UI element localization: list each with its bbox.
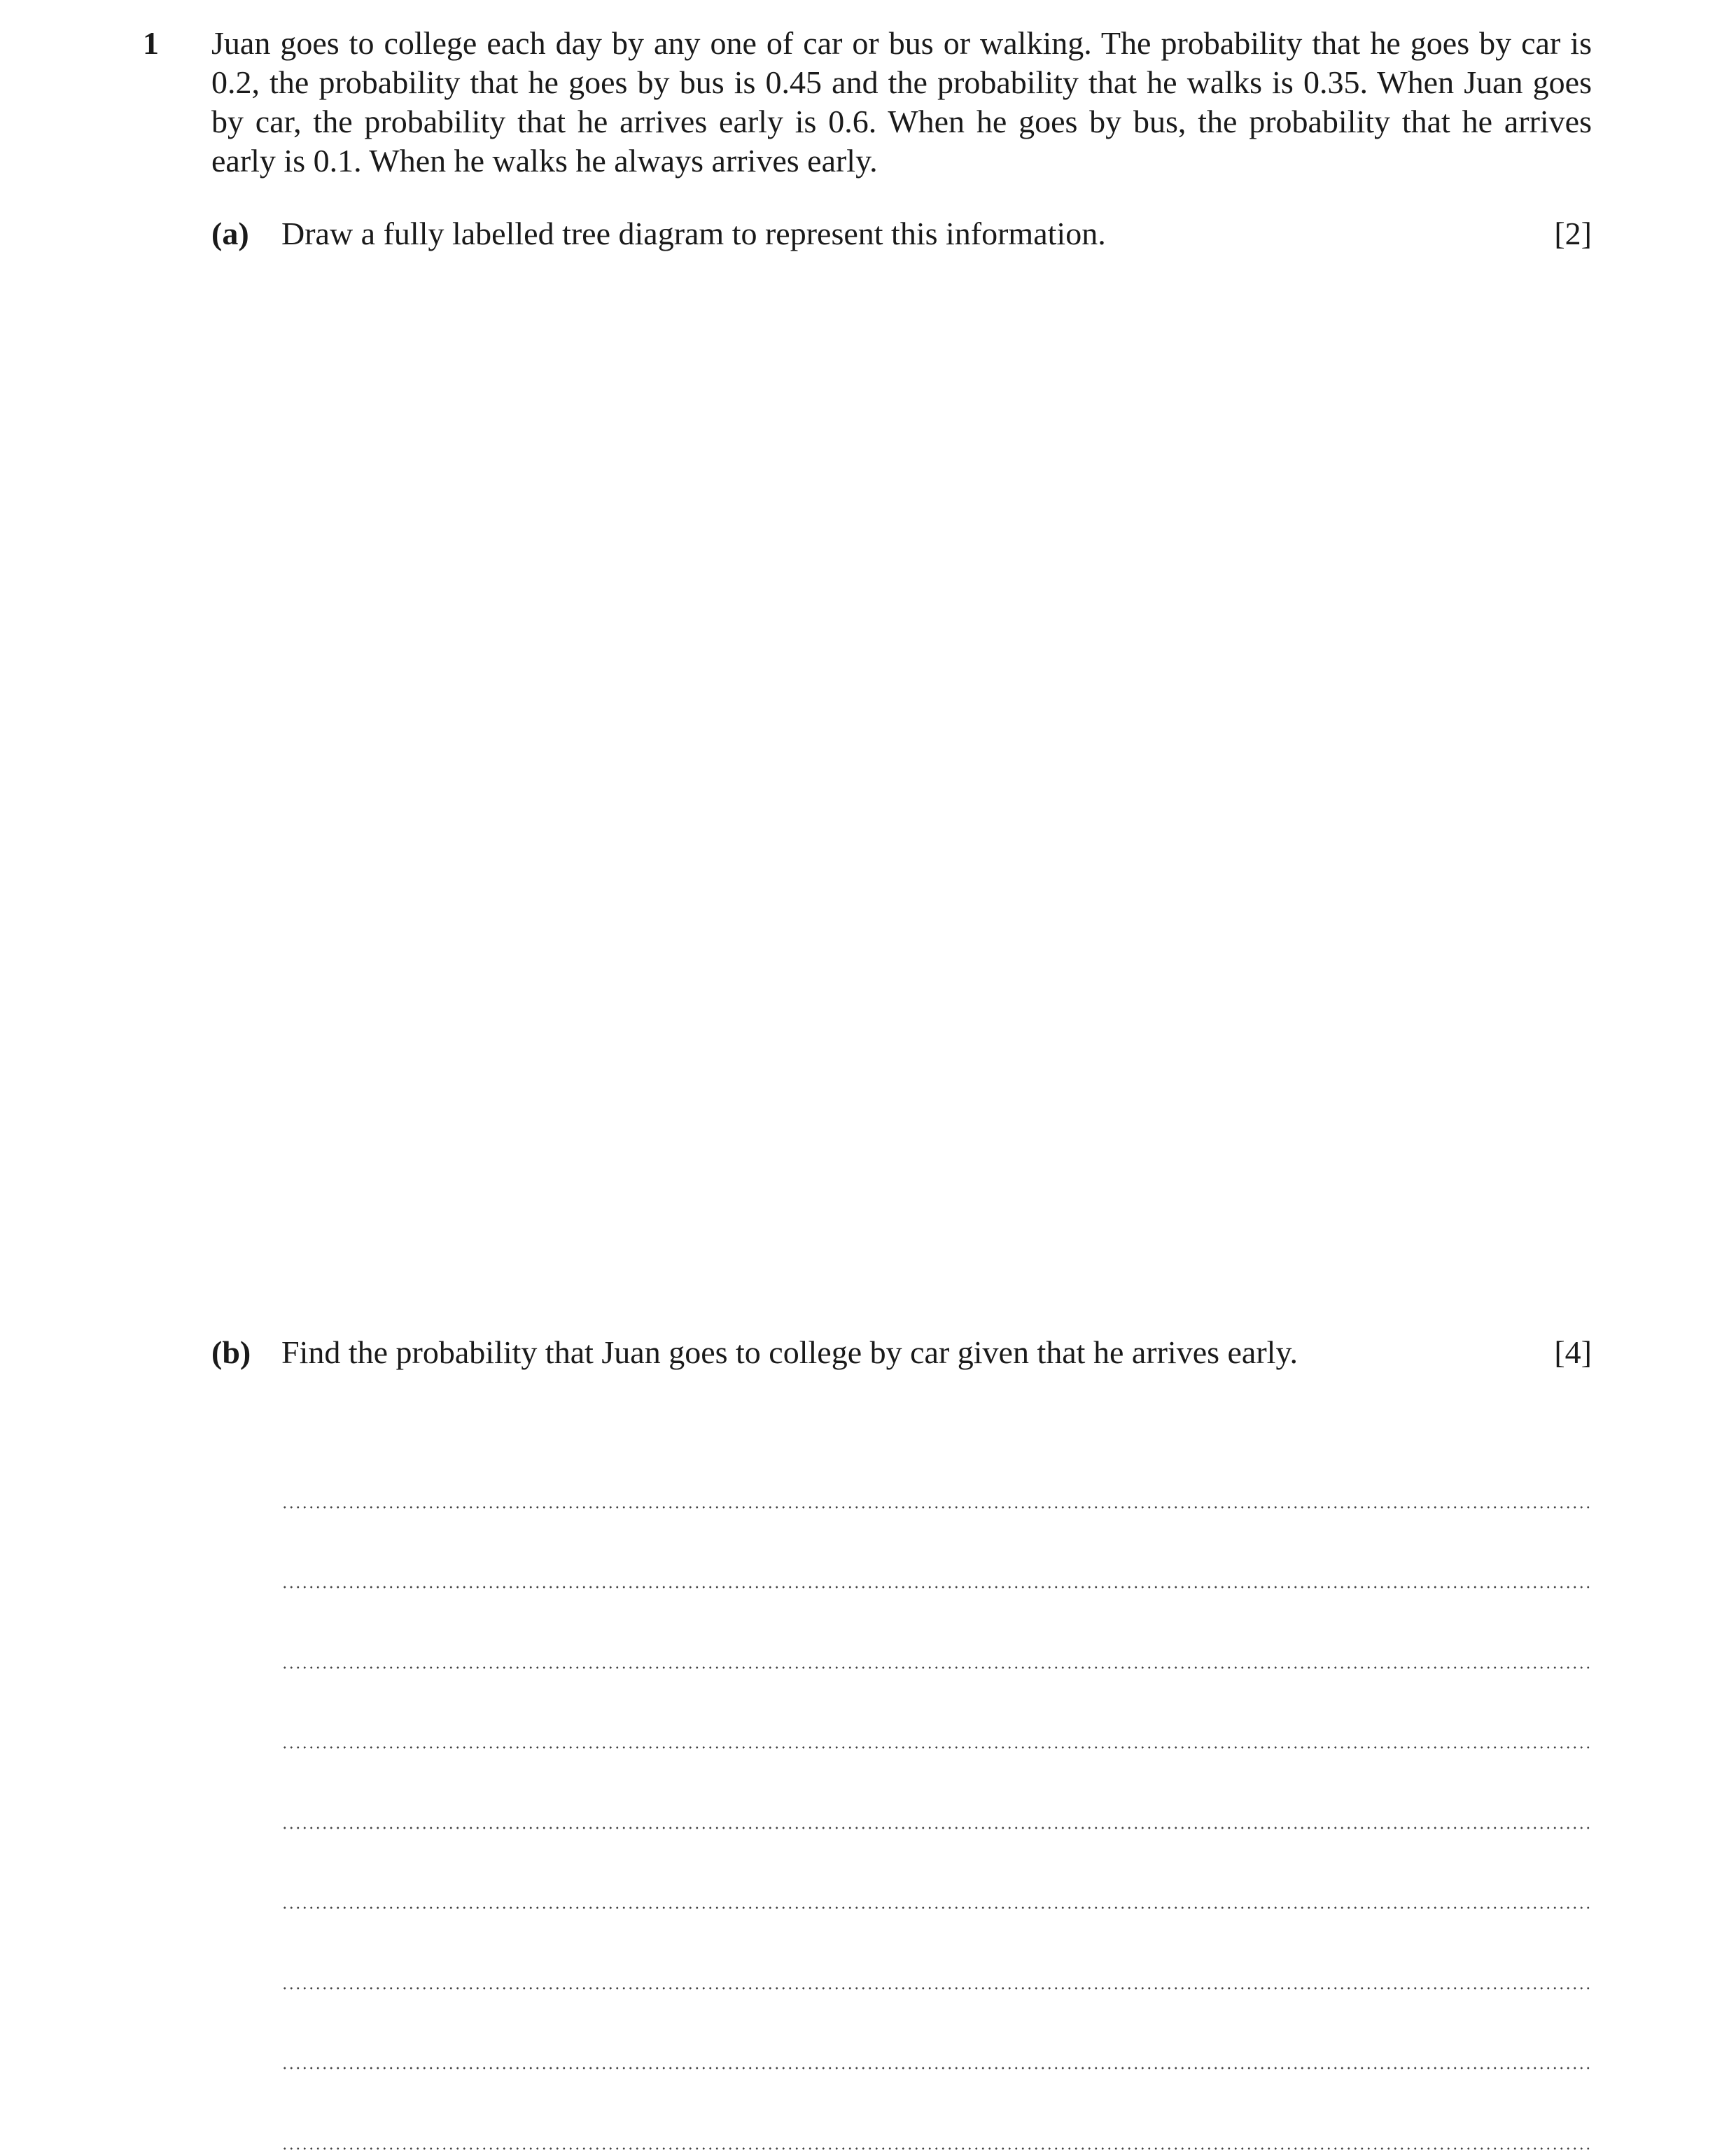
part-b-label: (b) — [211, 1334, 251, 1370]
part-a-text: Draw a fully labelled tree diagram to represent this information. — [281, 216, 1106, 251]
part-a — [211, 214, 1592, 253]
tree-diagram-answer-space[interactable] — [211, 253, 1592, 1304]
answer-line[interactable] — [281, 2069, 1590, 2150]
question-number: 1 — [143, 25, 159, 61]
question-stem — [211, 24, 1592, 181]
answer-line[interactable] — [281, 1829, 1590, 1910]
part-b-marks: [4] — [1554, 1334, 1592, 1370]
question-stem-text: Juan goes to college each day by any one of car or bus or walking. The probability that he goes by car is 0.2, the probability that he goes by bus is 0.45 and the probability that he walks is 0.35. When Juan goes by car, the probability that he arrives early is 0.6. When he goes by bus, the probability that he arrives early is 0.1. When he walks he always arrives early. — [211, 25, 1592, 179]
answer-line[interactable] — [281, 1428, 1590, 1509]
answer-line[interactable] — [281, 1509, 1590, 1589]
answer-line[interactable] — [281, 1749, 1590, 1829]
answer-line[interactable] — [281, 1589, 1590, 1669]
answer-line[interactable] — [281, 1909, 1590, 1990]
answer-lines — [281, 1428, 1590, 2150]
answer-line[interactable] — [281, 1990, 1590, 2070]
part-a-marks: [2] — [1554, 216, 1592, 251]
part-b-text: Find the probability that Juan goes to college by car given that he arrives early. — [281, 1334, 1298, 1370]
part-a-label: (a) — [211, 216, 249, 251]
answer-line[interactable] — [281, 1669, 1590, 1750]
part-b — [211, 1333, 1592, 1372]
